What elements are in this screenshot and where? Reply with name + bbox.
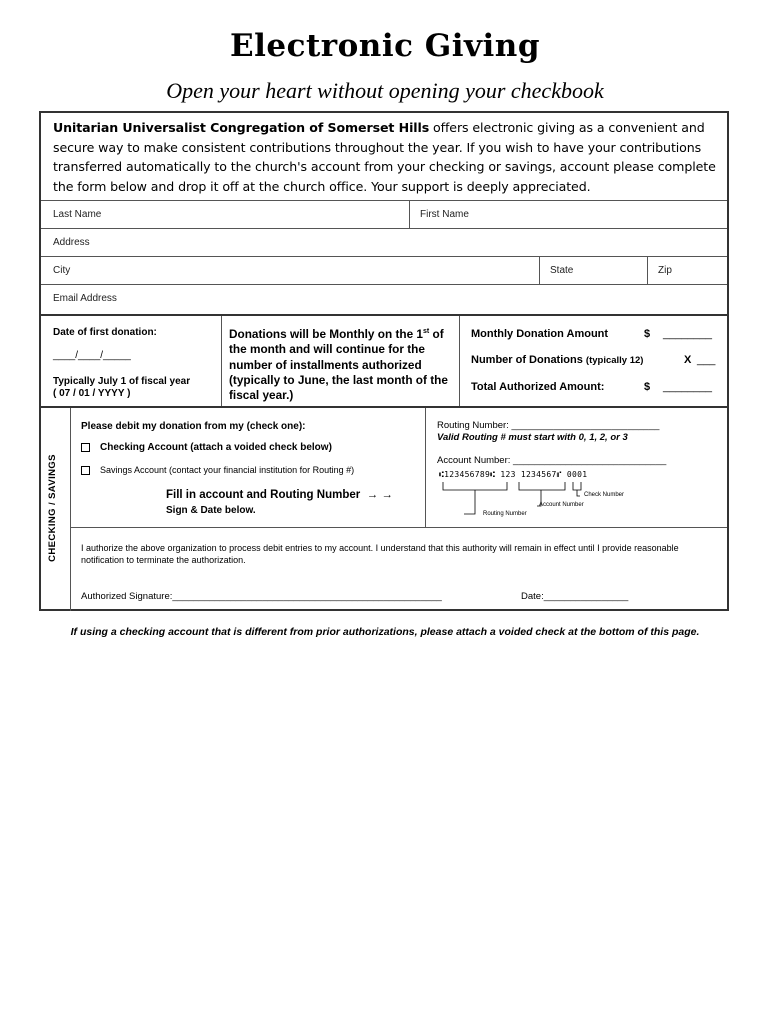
typical-date-format: ( 07 / 01 / YYYY )	[53, 388, 131, 399]
sign-instruction: Sign & Date below.	[166, 505, 256, 516]
account-number-line: Account Number: _____________________________	[437, 455, 667, 466]
checking-option[interactable]: Checking Account (attach a voided check below)	[81, 442, 332, 453]
date-input[interactable]: ________________	[543, 591, 629, 602]
first-donation-label: Date of first donation:	[53, 327, 157, 338]
routing-number-note: Valid Routing # must start with 0, 1, 2, or 3	[437, 432, 628, 443]
footer-note: If using a checking account that is different from prior authorizations, please attach a voided check at the bottom of this page.	[70, 626, 700, 638]
account-number-input[interactable]: _____________________________	[513, 455, 667, 466]
donation-row	[41, 314, 727, 408]
page-subtitle: Open your heart without opening your checkbook	[166, 78, 604, 103]
debit-header: Please debit my donation from my (check one):	[81, 421, 306, 432]
email-field[interactable]: Email Address	[53, 293, 117, 304]
intro-paragraph	[53, 118, 723, 196]
page-title: Electronic Giving	[229, 28, 541, 64]
authorization-text: I authorize the above organization to process debit entries to my account. I understand that this authority will remain in effect until I provide reasonable notification to terminate the authorization.	[81, 543, 679, 565]
typical-date-note: Typically July 1 of fiscal year	[53, 376, 191, 387]
savings-option[interactable]: Savings Account (contact your financial institution for Routing #)	[81, 465, 354, 475]
count-multiplier: X	[684, 354, 692, 366]
total-amount-label: Total Authorized Amount:	[471, 381, 605, 393]
state-field[interactable]: State	[550, 265, 574, 276]
zip-field[interactable]: Zip	[658, 265, 672, 276]
signature-input[interactable]: ___________________________________________________	[172, 591, 442, 602]
routing-number-input[interactable]: ____________________________	[511, 420, 660, 431]
last-name-field[interactable]: Last Name	[53, 209, 102, 220]
total-amount-input[interactable]: ________	[663, 381, 712, 393]
account-number-diagram-label: Account Number	[539, 502, 584, 508]
monthly-amount-label: Monthly Donation Amount	[471, 328, 609, 340]
routing-number-diagram-label: Routing Number	[483, 511, 527, 517]
check-diagram	[437, 468, 667, 526]
date-line: Date:________________	[521, 591, 629, 602]
checking-savings-side-label: CHECKING / SAVINGS	[47, 454, 58, 562]
org-name: Unitarian Universalist Congregation of Somerset Hills	[53, 120, 430, 135]
city-row	[41, 256, 727, 285]
checking-checkbox[interactable]	[81, 443, 90, 452]
micr-line: ⑆123456789⑆ 123 1234567⑈ 0001	[439, 470, 588, 479]
monthly-amount-input[interactable]: ________	[663, 328, 712, 340]
fill-in-instruction: Fill in account and Routing Number → →	[166, 489, 393, 501]
savings-checkbox[interactable]	[81, 466, 90, 475]
first-name-field[interactable]: First Name	[420, 209, 469, 220]
first-donation-date-input[interactable]: ____/____/_____	[53, 350, 131, 361]
check-number-label: Check Number	[584, 492, 625, 498]
city-field[interactable]: City	[53, 265, 71, 276]
donation-count-input[interactable]: ___	[697, 354, 716, 366]
signature-line: Authorized Signature:___________________________________________________	[81, 591, 442, 602]
intro-text: offers electronic giving as a convenient and secure way to make consistent contributions throughout the year. If you wish to have your contributions transferred automatically to the church's account from your checking or savings, account please complete the form below and drop it off at the church office. Your support is deeply appreciated.	[53, 120, 716, 194]
total-dollar-sign: $	[644, 381, 651, 393]
address-field[interactable]: Address	[53, 237, 90, 248]
donation-count-label: Number of Donations (typically 12)	[471, 354, 644, 366]
email-row	[41, 284, 727, 313]
amount-dollar-sign: $	[644, 328, 651, 340]
giving-form	[39, 111, 729, 611]
name-row	[41, 200, 727, 229]
monthly-schedule-note: Donations will be Monthly on the 1st of the month and will continue for the number of installments authorized (typically to June, the last month of the fiscal year.)	[229, 326, 448, 403]
address-row	[41, 228, 727, 257]
arrow-right-icon: → →	[366, 489, 393, 501]
routing-number-line: Routing Number: ____________________________	[437, 420, 660, 431]
debit-section	[41, 406, 727, 611]
